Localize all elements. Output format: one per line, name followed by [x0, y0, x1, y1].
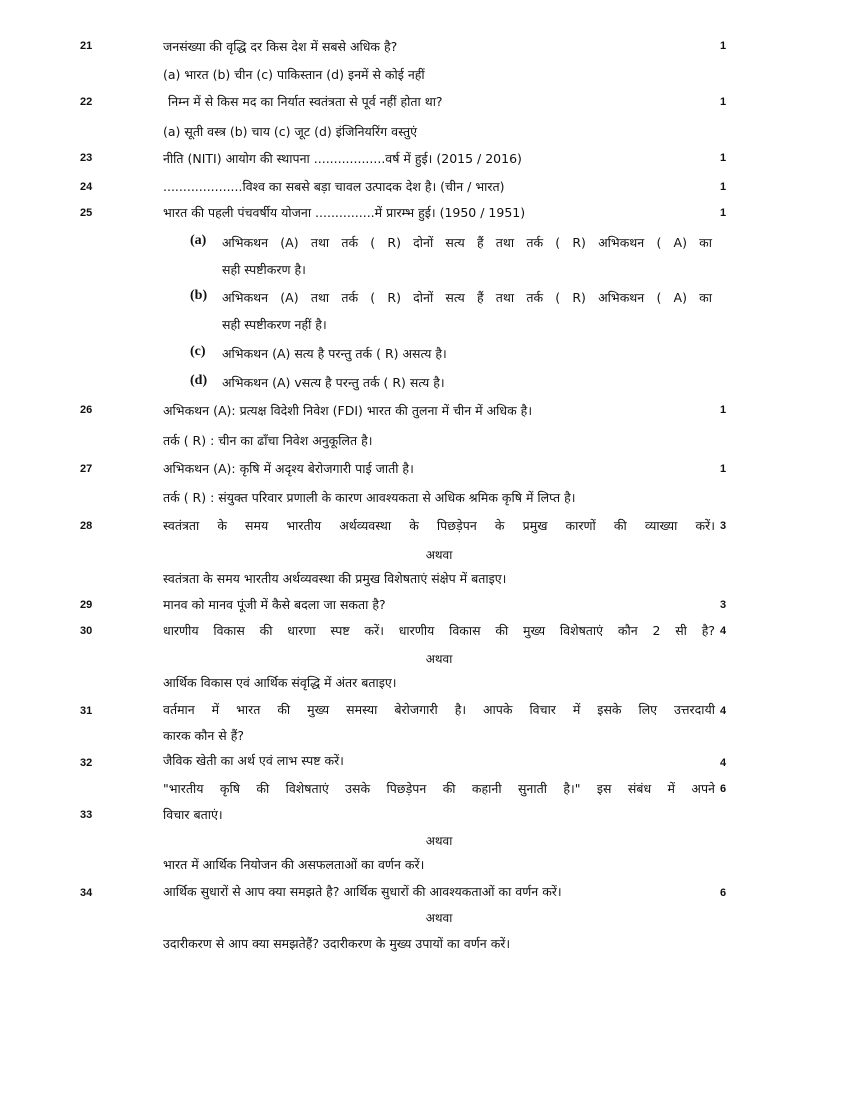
- question-number: 33: [80, 809, 93, 821]
- question-text: वर्तमान में भारत की मुख्य समस्या बेरोजगारी है। आपके विचार में इसके लिए उत्तरदायी: [163, 702, 715, 717]
- question-marks: 4: [720, 757, 727, 769]
- option-letter-c: (c): [190, 344, 206, 359]
- question-marks: 1: [720, 404, 727, 416]
- question-marks: 1: [720, 207, 727, 219]
- or-separator: अथवा: [425, 911, 453, 925]
- question-reason: तर्क ( R) : संयुक्त परिवार प्रणाली के कारण आवश्यकता से अधिक श्रमिक कृषि में लिप्त है।: [163, 490, 576, 505]
- question-text: निम्न में से किस मद का निर्यात स्वतंत्रता से पूर्व नहीं होता था?: [168, 94, 443, 109]
- question-text: स्वतंत्रता के समय भारतीय अर्थव्यवस्था के पिछड़ेपन के प्रमुख कारणों की व्याख्या करें।: [163, 518, 715, 533]
- question-text: नीति (NITI) आयोग की स्थापना ..................वर्ष में हुई। (2015 / 2016): [163, 151, 522, 166]
- alternative-question: उदारीकरण से आप क्या समझतेहैं? उदारीकरण के मुख्य उपायों का वर्णन करें।: [163, 936, 511, 951]
- question-options: (a) सूती वस्त्र (b) चाय (c) जूट (d) इंजिनियरिंग वस्तुएं: [163, 124, 418, 139]
- option-letter-a: (a): [190, 233, 207, 248]
- question-number: 29: [80, 599, 93, 611]
- question-marks: 4: [720, 705, 727, 717]
- or-separator: अथवा: [425, 548, 453, 562]
- option-d-text: अभिकथन (A) vसत्य है परन्तु तर्क ( R) सत्य है।: [222, 375, 445, 390]
- question-marks: 1: [720, 96, 727, 108]
- option-a-text: अभिकथन (A) तथा तर्क ( R) दोनों सत्य हैं तथा तर्क ( R) अभिकथन ( A) का: [222, 235, 712, 250]
- question-number: 30: [80, 625, 93, 637]
- question-number: 22: [80, 96, 93, 108]
- question-marks: 1: [720, 152, 727, 164]
- question-number: 28: [80, 520, 93, 532]
- question-text: आर्थिक सुधारों से आप क्या समझते है? आर्थिक सुधारों की आवश्यकताओं का वर्णन करें।: [163, 884, 562, 899]
- option-letter-d: (d): [190, 373, 208, 388]
- alternative-question: स्वतंत्रता के समय भारतीय अर्थव्यवस्था की प्रमुख विशेषताएं संक्षेप में बताइए।: [163, 571, 507, 586]
- option-b-text: अभिकथन (A) तथा तर्क ( R) दोनों सत्य हैं तथा तर्क ( R) अभिकथन ( A) का: [222, 290, 712, 305]
- question-number: 25: [80, 207, 93, 219]
- or-separator: अथवा: [425, 652, 453, 666]
- question-number: 23: [80, 152, 93, 164]
- question-text-cont: कारक कौन से हैं?: [163, 728, 244, 743]
- question-number: 34: [80, 887, 93, 899]
- question-number: 27: [80, 463, 93, 475]
- question-number: 21: [80, 40, 93, 52]
- question-marks: 1: [720, 463, 727, 475]
- question-text: धारणीय विकास की धारणा स्पष्ट करें। धारणीय विकास की मुख्य विशेषताएं कौन 2 सी है?: [163, 623, 715, 638]
- question-marks: 3: [720, 599, 727, 611]
- option-a-text-cont: सही स्पष्टीकरण है।: [222, 262, 306, 277]
- question-marks: 1: [720, 40, 727, 52]
- option-letter-b: (b): [190, 288, 208, 303]
- alternative-question: भारत में आर्थिक नियोजन की असफलताओं का वर्णन करें।: [163, 857, 425, 872]
- question-number: 32: [80, 757, 93, 769]
- question-text-cont: विचार बताएं।: [163, 807, 223, 822]
- question-options: (a) भारत (b) चीन (c) पाकिस्तान (d) इनमें से कोई नहीं: [163, 67, 425, 82]
- question-marks: 4: [720, 625, 727, 637]
- question-text: जैविक खेती का अर्थ एवं लाभ स्पष्ट करें।: [163, 753, 344, 768]
- question-text: "भारतीय कृषि की विशेषताएं उसके पिछड़ेपन की कहानी सुनाती है।" इस संबंध में अपने: [163, 781, 715, 796]
- alternative-question: आर्थिक विकास एवं आर्थिक संवृद्धि में अंतर बताइए।: [163, 675, 397, 690]
- question-marks: 6: [720, 783, 727, 795]
- question-text: अभिकथन (A): प्रत्यक्ष विदेशी निवेश (FDI) भारत की तुलना में चीन में अधिक है।: [163, 403, 533, 418]
- or-separator: अथवा: [425, 834, 453, 848]
- question-marks: 1: [720, 181, 727, 193]
- question-number: 31: [80, 705, 93, 717]
- question-text: जनसंख्या की वृद्धि दर किस देश में सबसे अधिक है?: [163, 39, 398, 54]
- question-marks: 3: [720, 520, 727, 532]
- question-text: ....................विश्व का सबसे बड़ा चावल उत्पादक देश है। (चीन / भारत): [163, 179, 505, 194]
- question-text: अभिकथन (A): कृषि में अदृश्य बेरोजगारी पाई जाती है।: [163, 461, 414, 476]
- question-text: भारत की पहली पंचवर्षीय योजना ...............में प्रारम्भ हुई। (1950 / 1951): [163, 205, 526, 220]
- question-text: मानव को मानव पूंजी में कैसे बदला जा सकता है?: [163, 597, 386, 612]
- option-b-text-cont: सही स्पष्टीकरण नहीं है।: [222, 317, 327, 332]
- question-number: 24: [80, 181, 93, 193]
- question-reason: तर्क ( R) : चीन का ढाँचा निवेश अनुकूलित है।: [163, 433, 373, 448]
- question-marks: 6: [720, 887, 727, 899]
- option-c-text: अभिकथन (A) सत्य है परन्तु तर्क ( R) असत्य है।: [222, 346, 447, 361]
- question-number: 26: [80, 404, 93, 416]
